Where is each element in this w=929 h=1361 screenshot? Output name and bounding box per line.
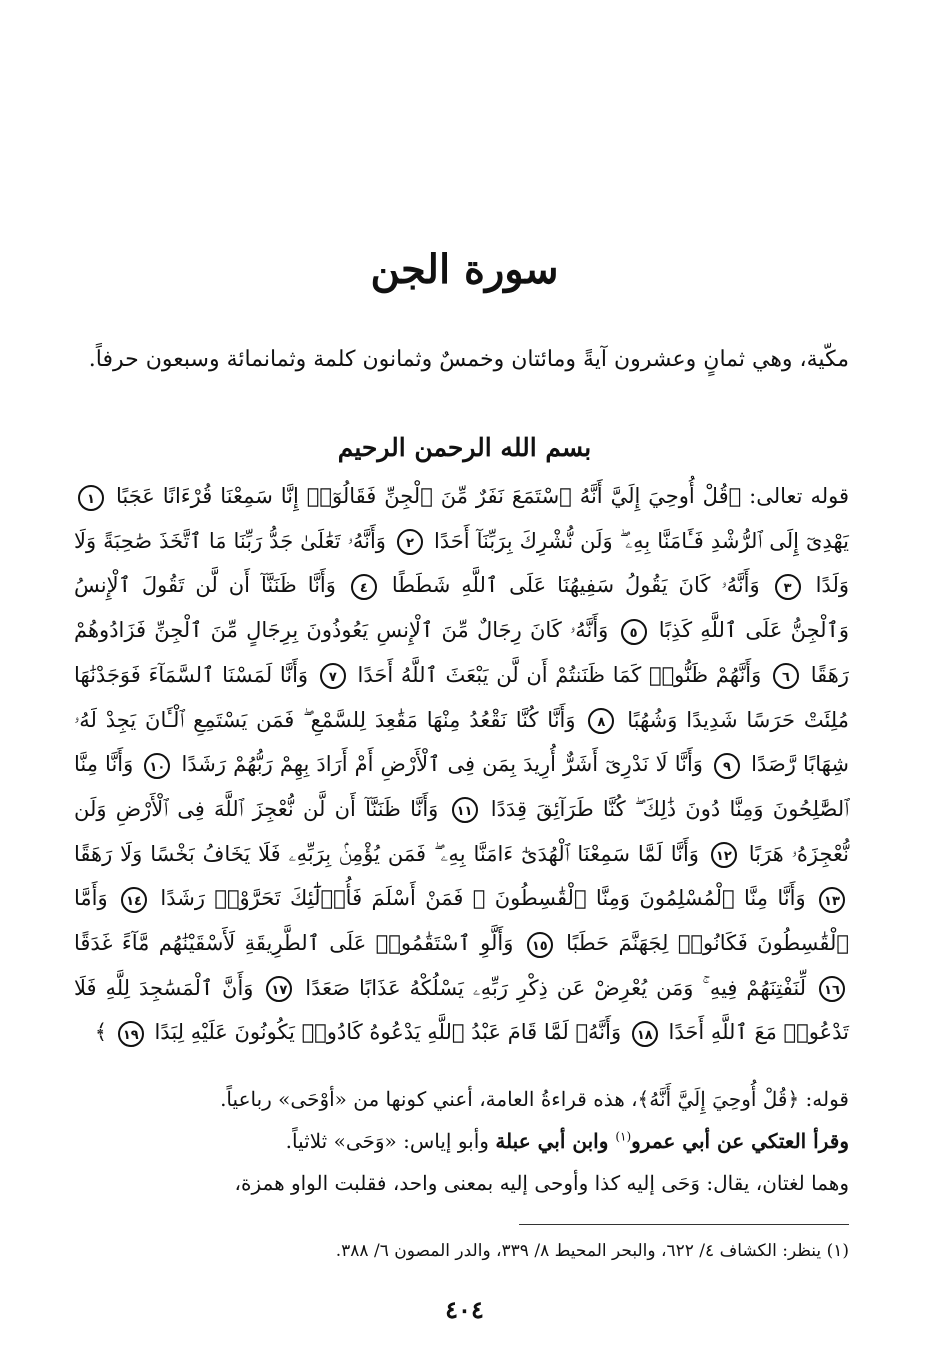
footnote-1: (١) ينظر: الكشاف ٤/ ٦٢٢، والبحر المحيط ٨/ ٣٣٩، والدر المصون ٦/ ٣٨٨.: [335, 1241, 849, 1261]
commentary-line-3: وهما لغتان، يقال: وَحَى إليه كذا وأوحى إليه بمعنى واحد، فقلبت الواو همزة،: [234, 1171, 849, 1195]
commentary-line-2-rest: وأبو إياس: «وَحَى» ثلاثياً.: [285, 1129, 496, 1153]
commentary-bold-reader: وقرأ العتكي عن أبي عمرو: [631, 1129, 849, 1153]
verse-text: وَأَنَّا لَمَسْنَا ٱلسَّمَآءَ فَوَجَدْنَٰهَا مُلِئَتْ حَرَسًا شَدِيدًا وَشُهُبًا: [74, 662, 849, 732]
verse-text: وَأَنَّ ٱلْمَسَٰجِدَ لِلَّهِ فَلَا تَدْعُوا۟ مَعَ ٱللَّهِ أَحَدًا: [74, 975, 849, 1045]
verse-text: يَهْدِىٓ إِلَى ٱلرُّشْدِ فَـَٔامَنَّا بِهِۦ ۖ وَلَن نُّشْرِكَ بِرَبِّنَآ أَحَدًا: [433, 528, 849, 553]
verse-text: وَأَنَّهُۥ لَمَّا قَامَ عَبْدُ ٱللَّهِ يَدْعُوهُ كَادُوا۟ يَكُونُونَ عَلَيْهِ لِبَدًا: [154, 1020, 622, 1045]
footnote-divider: [519, 1224, 849, 1225]
verse-text: وَأَنَّهُمْ ظَنُّوا۟ كَمَا ظَنَنتُمْ أَن لَّن يَبْعَثَ ٱللَّهُ أَحَدًا: [357, 662, 762, 687]
ayah-number-marker: ١٤: [121, 887, 147, 913]
ayah-number-marker: ٥: [621, 619, 647, 645]
ayah-number-marker: ١٩: [118, 1021, 144, 1047]
ayah-number-marker: ٤: [351, 574, 377, 600]
verse-text: وَأَنَّهُۥ كَانَ يَقُولُ سَفِيهُنَا عَلَى ٱللَّهِ شَطَطًا: [391, 573, 760, 598]
ayah-number-marker: ١٨: [632, 1021, 658, 1047]
commentary-line-2: [74, 1120, 849, 1162]
ayah-number-marker: ١٣: [819, 887, 845, 913]
footnote-ref-1: (١): [615, 1129, 632, 1144]
surah-intro: مكّية، وهي ثمانٍ وعشرون آيةً ومائتان وخمسٌ وثمانون كلمة وثمانمائة وسبعون حرفاً.: [88, 347, 849, 372]
ayah-number-marker: ١: [78, 485, 104, 511]
verse-text: وَأَنَّا ظَنَنَّآ أَن لَّن نُّعْجِزَ ٱللَّهَ فِى ٱلْأَرْضِ وَلَن نُّعْجِزَهُۥ هَرَبًا: [74, 796, 849, 866]
commentary-bold-reader-2: وابن أبي عبلة: [495, 1129, 616, 1153]
ayah-number-marker: ٩: [714, 753, 740, 779]
ayah-number-marker: ١٧: [266, 976, 292, 1002]
verse-text: وَأَمَّا ٱلْقَٰسِطُونَ فَكَانُوا۟ لِجَهَنَّمَ حَطَبًا: [74, 886, 850, 956]
verse-text: لِّنَفْتِنَهُمْ فِيهِ ۚ وَمَن يُعْرِضْ عَن ذِكْرِ رَبِّهِۦ يَسْلُكْهُ عَذَابًا صَعَدًا: [305, 975, 807, 1000]
ayah-number-marker: ٣: [775, 574, 801, 600]
surah-title: سورة الجن: [370, 246, 559, 293]
verse-text: وَأَنَّا كُنَّا نَقْعُدُ مِنْهَا مَقَٰعِدَ لِلسَّمْعِ ۖ فَمَن يَسْتَمِعِ ٱلْـَٔانَ يَجِدْ لَهُۥ شِهَابًا رَّصَدًا: [74, 707, 849, 777]
page-number: ٤٠٤: [445, 1295, 484, 1324]
quran-verses-block: [74, 474, 849, 1055]
ayah-number-marker: ١٠: [144, 753, 170, 779]
ayah-number-marker: ١٢: [711, 842, 737, 868]
verse-text: وَأَلَّوِ ٱسْتَقَٰمُوا۟ عَلَى ٱلطَّرِيقَةِ لَأَسْقَيْنَٰهُم مَّآءً غَدَقًا: [74, 931, 514, 956]
ayah-number-marker: ١١: [452, 797, 478, 823]
ayah-number-marker: ١٥: [527, 932, 553, 958]
verse-text: وَأَنَّا ظَنَنَّآ أَن لَّن تَقُولَ ٱلْإِنسُ وَٱلْجِنُّ عَلَى ٱللَّهِ كَذِبًا: [74, 573, 850, 643]
verse-text: وَأَنَّا لَا نَدْرِىٓ أَشَرٌّ أُرِيدَ بِمَن فِى ٱلْأَرْضِ أَمْ أَرَادَ بِهِمْ رَبُّهُمْ رَشَدًا: [181, 752, 703, 777]
verse-text: قوله تعالى: ﴿قُلْ أُوحِيَ إِلَيَّ أَنَّهُ ٱسْتَمَعَ نَفَرٌ مِّنَ ٱلْجِنِّ فَقَالُوٓا۟ إِنَّا سَمِعْنَا قُرْءَانًا عَجَبًا: [115, 484, 849, 508]
ayah-number-marker: ٢: [397, 529, 423, 555]
quran-closing-bracket: ﴾: [94, 1020, 108, 1045]
commentary-block: [74, 1078, 849, 1204]
ayah-number-marker: ٨: [588, 708, 614, 734]
ayah-number-marker: ١٦: [819, 976, 845, 1002]
verse-text: وَأَنَّا لَمَّا سَمِعْنَا ٱلْهُدَىٰٓ ءَامَنَّا بِهِۦ ۖ فَمَن يُؤْمِنۢ بِرَبِّهِۦ فَلَا يَخَافُ بَخْسًا وَلَا رَهَقًا: [74, 841, 699, 866]
verse-text: وَأَنَّهُۥ كَانَ رِجَالٌ مِّنَ ٱلْإِنسِ يَعُوذُونَ بِرِجَالٍ مِّنَ ٱلْجِنِّ فَزَادُوهُمْ رَهَقًا: [74, 618, 849, 687]
ayah-number-marker: ٧: [320, 663, 346, 689]
commentary-line-1: قوله: ﴿قُلْ أُوحِيَ إِلَيَّ أَنَّهُ﴾، هذه قراءةُ العامة، أعني كونها من «أوْحَى» رباعياً.: [220, 1087, 849, 1111]
verse-text: وَأَنَّا مِنَّا ٱلْمُسْلِمُونَ وَمِنَّا ٱلْقَٰسِطُونَ ۖ فَمَنْ أَسْلَمَ فَأُو۟لَٰٓئِكَ تَحَرَّوْا۟ رَشَدًا: [160, 886, 806, 911]
basmala-heading: بسم الله الرحمن الرحيم: [337, 433, 592, 462]
verse-text: وَأَنَّهُۥ تَعَٰلَىٰ جَدُّ رَبِّنَا مَا ٱتَّخَذَ صَٰحِبَةً وَلَا وَلَدًا: [74, 528, 849, 598]
ayah-number-marker: ٦: [773, 663, 799, 689]
verse-text: وَأَنَّا مِنَّا ٱلصَّٰلِحُونَ وَمِنَّا دُونَ ذَٰلِكَ ۖ كُنَّا طَرَآئِقَ قِدَدًا: [74, 752, 849, 821]
